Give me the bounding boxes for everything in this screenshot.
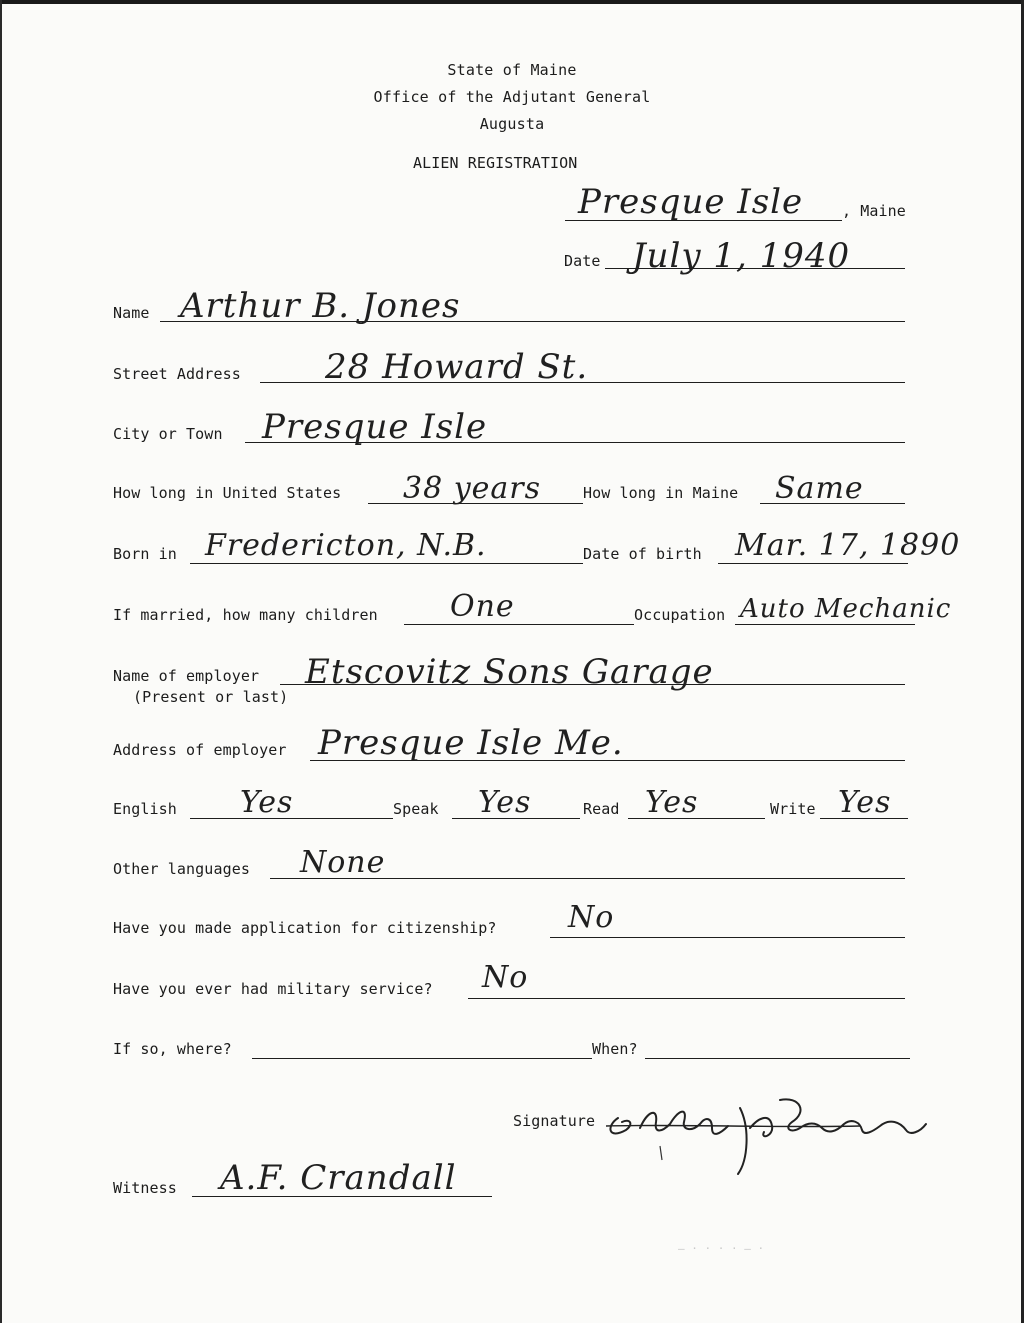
signature-label: Signature bbox=[513, 1112, 596, 1130]
citizenship-value: No bbox=[568, 900, 615, 935]
how-long-us-label: How long in United States bbox=[113, 484, 342, 502]
other-languages-line bbox=[270, 878, 905, 879]
children-label: If married, how many children bbox=[113, 606, 378, 624]
write-label: Write bbox=[770, 800, 816, 818]
street-address-line bbox=[260, 382, 905, 383]
speak-line bbox=[452, 818, 580, 819]
date-of-birth-value: Mar. 17, 1890 bbox=[735, 528, 961, 563]
read-label: Read bbox=[583, 800, 620, 818]
employer-line bbox=[280, 684, 905, 685]
header-city: Augusta bbox=[479, 115, 545, 133]
english-line bbox=[190, 818, 393, 819]
children-line bbox=[404, 624, 634, 625]
name-label: Name bbox=[113, 304, 150, 322]
employer-value: Etscovitz Sons Garage bbox=[305, 652, 714, 692]
street-address-label: Street Address bbox=[113, 365, 241, 383]
how-long-maine-line bbox=[760, 503, 905, 504]
military-value: No bbox=[482, 960, 529, 995]
write-value: Yes bbox=[838, 785, 892, 820]
citizenship-label: Have you made application for citizenship? bbox=[113, 919, 497, 937]
employer-label: Name of employer bbox=[113, 667, 260, 685]
employer-sublabel: (Present or last) bbox=[133, 688, 289, 706]
occupation-label: Occupation bbox=[634, 606, 726, 624]
read-value: Yes bbox=[645, 785, 699, 820]
where-line bbox=[252, 1058, 592, 1059]
witness-label: Witness bbox=[113, 1179, 177, 1197]
how-long-us-line bbox=[368, 503, 583, 504]
occupation-value: Auto Mechanic bbox=[740, 594, 952, 624]
name-line bbox=[160, 321, 905, 322]
header-office: Office of the Adjutant General bbox=[373, 88, 651, 106]
write-line bbox=[820, 818, 908, 819]
military-label: Have you ever had military service? bbox=[113, 980, 433, 998]
born-in-line bbox=[190, 563, 583, 564]
citizenship-line bbox=[550, 937, 905, 938]
when-line bbox=[645, 1058, 910, 1059]
city-label: City or Town bbox=[113, 425, 223, 443]
read-line bbox=[628, 818, 765, 819]
city-value: Presque Isle bbox=[262, 407, 488, 447]
place-value: Presque Isle bbox=[578, 182, 804, 222]
date-line bbox=[605, 268, 905, 269]
speak-value: Yes bbox=[478, 785, 532, 820]
when-label: When? bbox=[592, 1040, 638, 1058]
where-label: If so, where? bbox=[113, 1040, 232, 1058]
how-long-us-value: 38 years bbox=[403, 471, 542, 506]
city-line bbox=[245, 442, 905, 443]
form-title: ALIEN REGISTRATION bbox=[413, 154, 578, 172]
employer-address-label: Address of employer bbox=[113, 741, 287, 759]
born-in-value: Fredericton, N.B. bbox=[205, 528, 487, 563]
date-label: Date bbox=[564, 252, 601, 270]
scan-edge-left bbox=[0, 0, 2, 1323]
street-address-value: 28 Howard St. bbox=[325, 347, 589, 387]
occupation-line bbox=[735, 624, 915, 625]
speak-label: Speak bbox=[393, 800, 439, 818]
scan-smudge: — · · · · — · bbox=[678, 1242, 765, 1255]
date-of-birth-line bbox=[718, 563, 908, 564]
witness-line bbox=[192, 1196, 492, 1197]
witness-value: A.F. Crandall bbox=[220, 1158, 457, 1198]
english-label: English bbox=[113, 800, 177, 818]
children-value: One bbox=[450, 589, 515, 624]
header-state: State of Maine bbox=[447, 61, 577, 79]
other-languages-value: None bbox=[300, 845, 386, 880]
military-line bbox=[468, 998, 905, 999]
born-in-label: Born in bbox=[113, 545, 177, 563]
date-of-birth-label: Date of birth bbox=[583, 545, 702, 563]
signature-scrawl bbox=[600, 1088, 935, 1178]
place-suffix: , Maine bbox=[842, 202, 906, 220]
other-languages-label: Other languages bbox=[113, 860, 250, 878]
english-value: Yes bbox=[240, 785, 294, 820]
how-long-maine-value: Same bbox=[775, 471, 864, 506]
date-value: July 1, 1940 bbox=[632, 236, 851, 276]
name-value: Arthur B. Jones bbox=[180, 286, 461, 326]
place-line bbox=[565, 220, 842, 221]
employer-address-line bbox=[310, 760, 905, 761]
employer-address-value: Presque Isle Me. bbox=[318, 723, 624, 763]
scan-edge-top bbox=[0, 0, 1024, 4]
how-long-maine-label: How long in Maine bbox=[583, 484, 739, 502]
